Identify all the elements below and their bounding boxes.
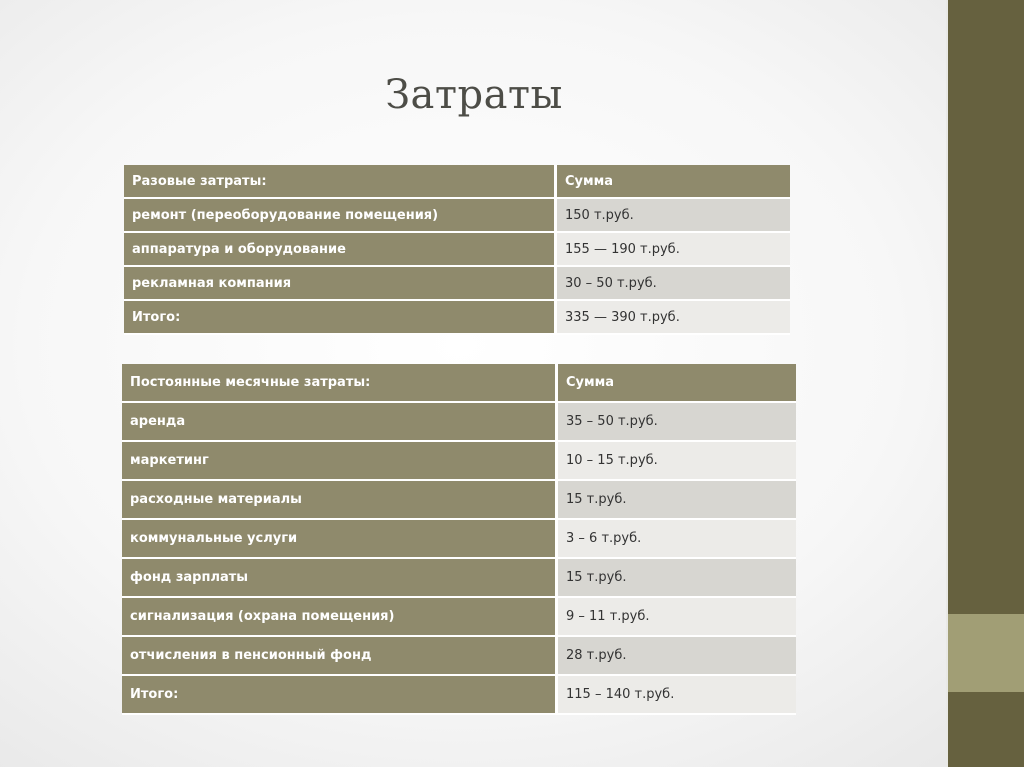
- row-amount: 335 — 390 т.руб.: [557, 301, 790, 335]
- table-row: [122, 559, 796, 598]
- row-amount: 28 т.руб.: [558, 637, 796, 676]
- slide-title: Затраты: [385, 72, 563, 118]
- row-label: маркетинг: [122, 442, 558, 481]
- row-label: аппаратура и оборудование: [124, 233, 557, 267]
- row-label: отчисления в пенсионный фонд: [122, 637, 558, 676]
- row-label: Итого:: [122, 676, 558, 715]
- table-row: [122, 637, 796, 676]
- row-amount: 35 – 50 т.руб.: [558, 403, 796, 442]
- table-row: [122, 481, 796, 520]
- total-row: [122, 676, 796, 715]
- row-amount: 3 – 6 т.руб.: [558, 520, 796, 559]
- table-row: [122, 403, 796, 442]
- header-cell-amount: Сумма: [558, 364, 796, 403]
- table-header-row: [124, 165, 790, 199]
- row-amount: 150 т.руб.: [557, 199, 790, 233]
- row-amount: 15 т.руб.: [558, 481, 796, 520]
- row-label: расходные материалы: [122, 481, 558, 520]
- header-cell-label: Разовые затраты:: [124, 165, 557, 199]
- row-label: коммунальные услуги: [122, 520, 558, 559]
- row-label: аренда: [122, 403, 558, 442]
- total-row: [124, 301, 790, 335]
- monthly-costs-table: [122, 364, 796, 715]
- row-amount: 9 – 11 т.руб.: [558, 598, 796, 637]
- row-amount: 10 – 15 т.руб.: [558, 442, 796, 481]
- table-header-row: [122, 364, 796, 403]
- row-label: рекламная компания: [124, 267, 557, 301]
- header-cell-label: Постоянные месячные затраты:: [122, 364, 558, 403]
- row-label: ремонт (переоборудование помещения): [124, 199, 557, 233]
- row-label: Итого:: [124, 301, 557, 335]
- table-row: [124, 233, 790, 267]
- row-amount: 30 – 50 т.руб.: [557, 267, 790, 301]
- table-row: [124, 267, 790, 301]
- table-row: [124, 199, 790, 233]
- table-row: [122, 520, 796, 559]
- row-amount: 15 т.руб.: [558, 559, 796, 598]
- table-row: [122, 442, 796, 481]
- row-amount: 115 – 140 т.руб.: [558, 676, 796, 715]
- row-label: сигнализация (охрана помещения): [122, 598, 558, 637]
- row-amount: 155 — 190 т.руб.: [557, 233, 790, 267]
- header-cell-amount: Сумма: [557, 165, 790, 199]
- table-row: [122, 598, 796, 637]
- one-time-costs-table: [124, 165, 790, 335]
- decorative-sidebar-band: [948, 614, 1024, 692]
- row-label: фонд зарплаты: [122, 559, 558, 598]
